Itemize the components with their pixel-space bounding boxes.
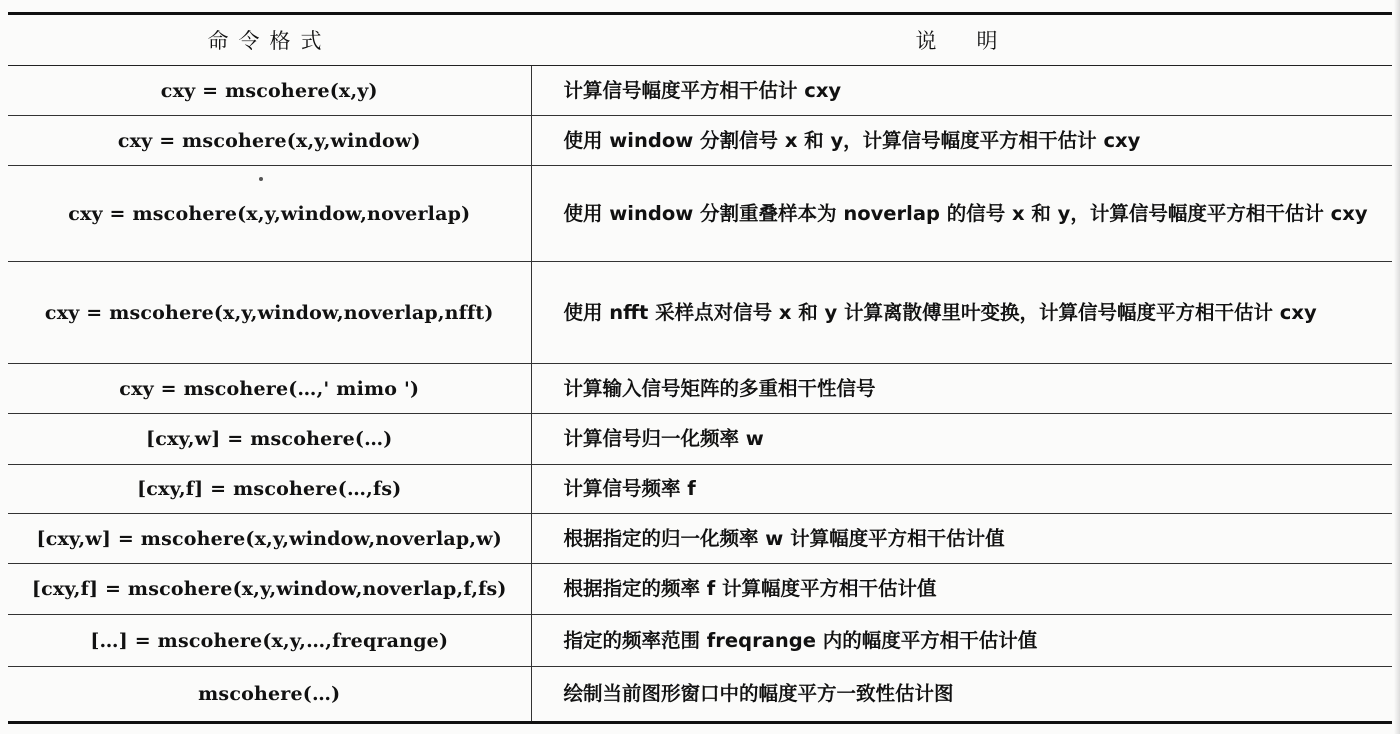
table-row — [8, 262, 1392, 364]
command-format-cell: [cxy,f] = mscohere(…,fs) — [8, 465, 531, 514]
command-format-cell: cxy = mscohere(x,y,window) — [8, 116, 531, 166]
description-cell: 指定的频率范围 freqrange 内的幅度平方相干估计值 — [531, 615, 1392, 667]
description-cell: 使用 window 分割重叠样本为 noverlap 的信号 x 和 y，计算信号幅度平方相干估计 cxy — [531, 166, 1392, 262]
table-row — [8, 66, 1392, 116]
table-row — [8, 364, 1392, 414]
table-row — [8, 465, 1392, 514]
description-cell: 计算信号归一化频率 w — [531, 414, 1392, 465]
description-cell: 使用 window 分割信号 x 和 y，计算信号幅度平方相干估计 cxy — [531, 116, 1392, 166]
command-format-cell: […] = mscohere(x,y,…,freqrange) — [8, 615, 531, 667]
command-format-cell: cxy = mscohere(x,y,window,noverlap) — [8, 166, 531, 262]
description-cell: 计算输入信号矩阵的多重相干性信号 — [531, 364, 1392, 414]
table-row — [8, 667, 1392, 723]
command-format-cell: cxy = mscohere(…,' mimo ') — [8, 364, 531, 414]
table-row — [8, 414, 1392, 465]
command-format-cell: [cxy,w] = mscohere(…) — [8, 414, 531, 465]
table-row — [8, 564, 1392, 615]
header-description: 说明 — [531, 14, 1392, 66]
table-row — [8, 615, 1392, 667]
description-cell: 使用 nfft 采样点对信号 x 和 y 计算离散傅里叶变换，计算信号幅度平方相干估计 cxy — [531, 262, 1392, 364]
table-header-row — [8, 14, 1392, 66]
command-format-table — [8, 12, 1392, 724]
description-cell: 计算信号幅度平方相干估计 cxy — [531, 66, 1392, 116]
command-format-cell: [cxy,w] = mscohere(x,y,window,noverlap,w) — [8, 514, 531, 564]
table-row — [8, 166, 1392, 262]
description-cell: 根据指定的频率 f 计算幅度平方相干估计值 — [531, 564, 1392, 615]
description-cell: 绘制当前图形窗口中的幅度平方一致性估计图 — [531, 667, 1392, 723]
header-command-format: 命令格式 — [8, 14, 531, 66]
command-format-cell: [cxy,f] = mscohere(x,y,window,noverlap,f,fs) — [8, 564, 531, 615]
command-format-cell: cxy = mscohere(x,y) — [8, 66, 531, 116]
description-cell: 根据指定的归一化频率 w 计算幅度平方相干估计值 — [531, 514, 1392, 564]
command-format-cell: cxy = mscohere(x,y,window,noverlap,nfft) — [8, 262, 531, 364]
description-cell: 计算信号频率 f — [531, 465, 1392, 514]
table-row — [8, 116, 1392, 166]
page-edge-shadow — [1394, 0, 1400, 734]
table-row — [8, 514, 1392, 564]
command-format-cell: mscohere(…) — [8, 667, 531, 723]
